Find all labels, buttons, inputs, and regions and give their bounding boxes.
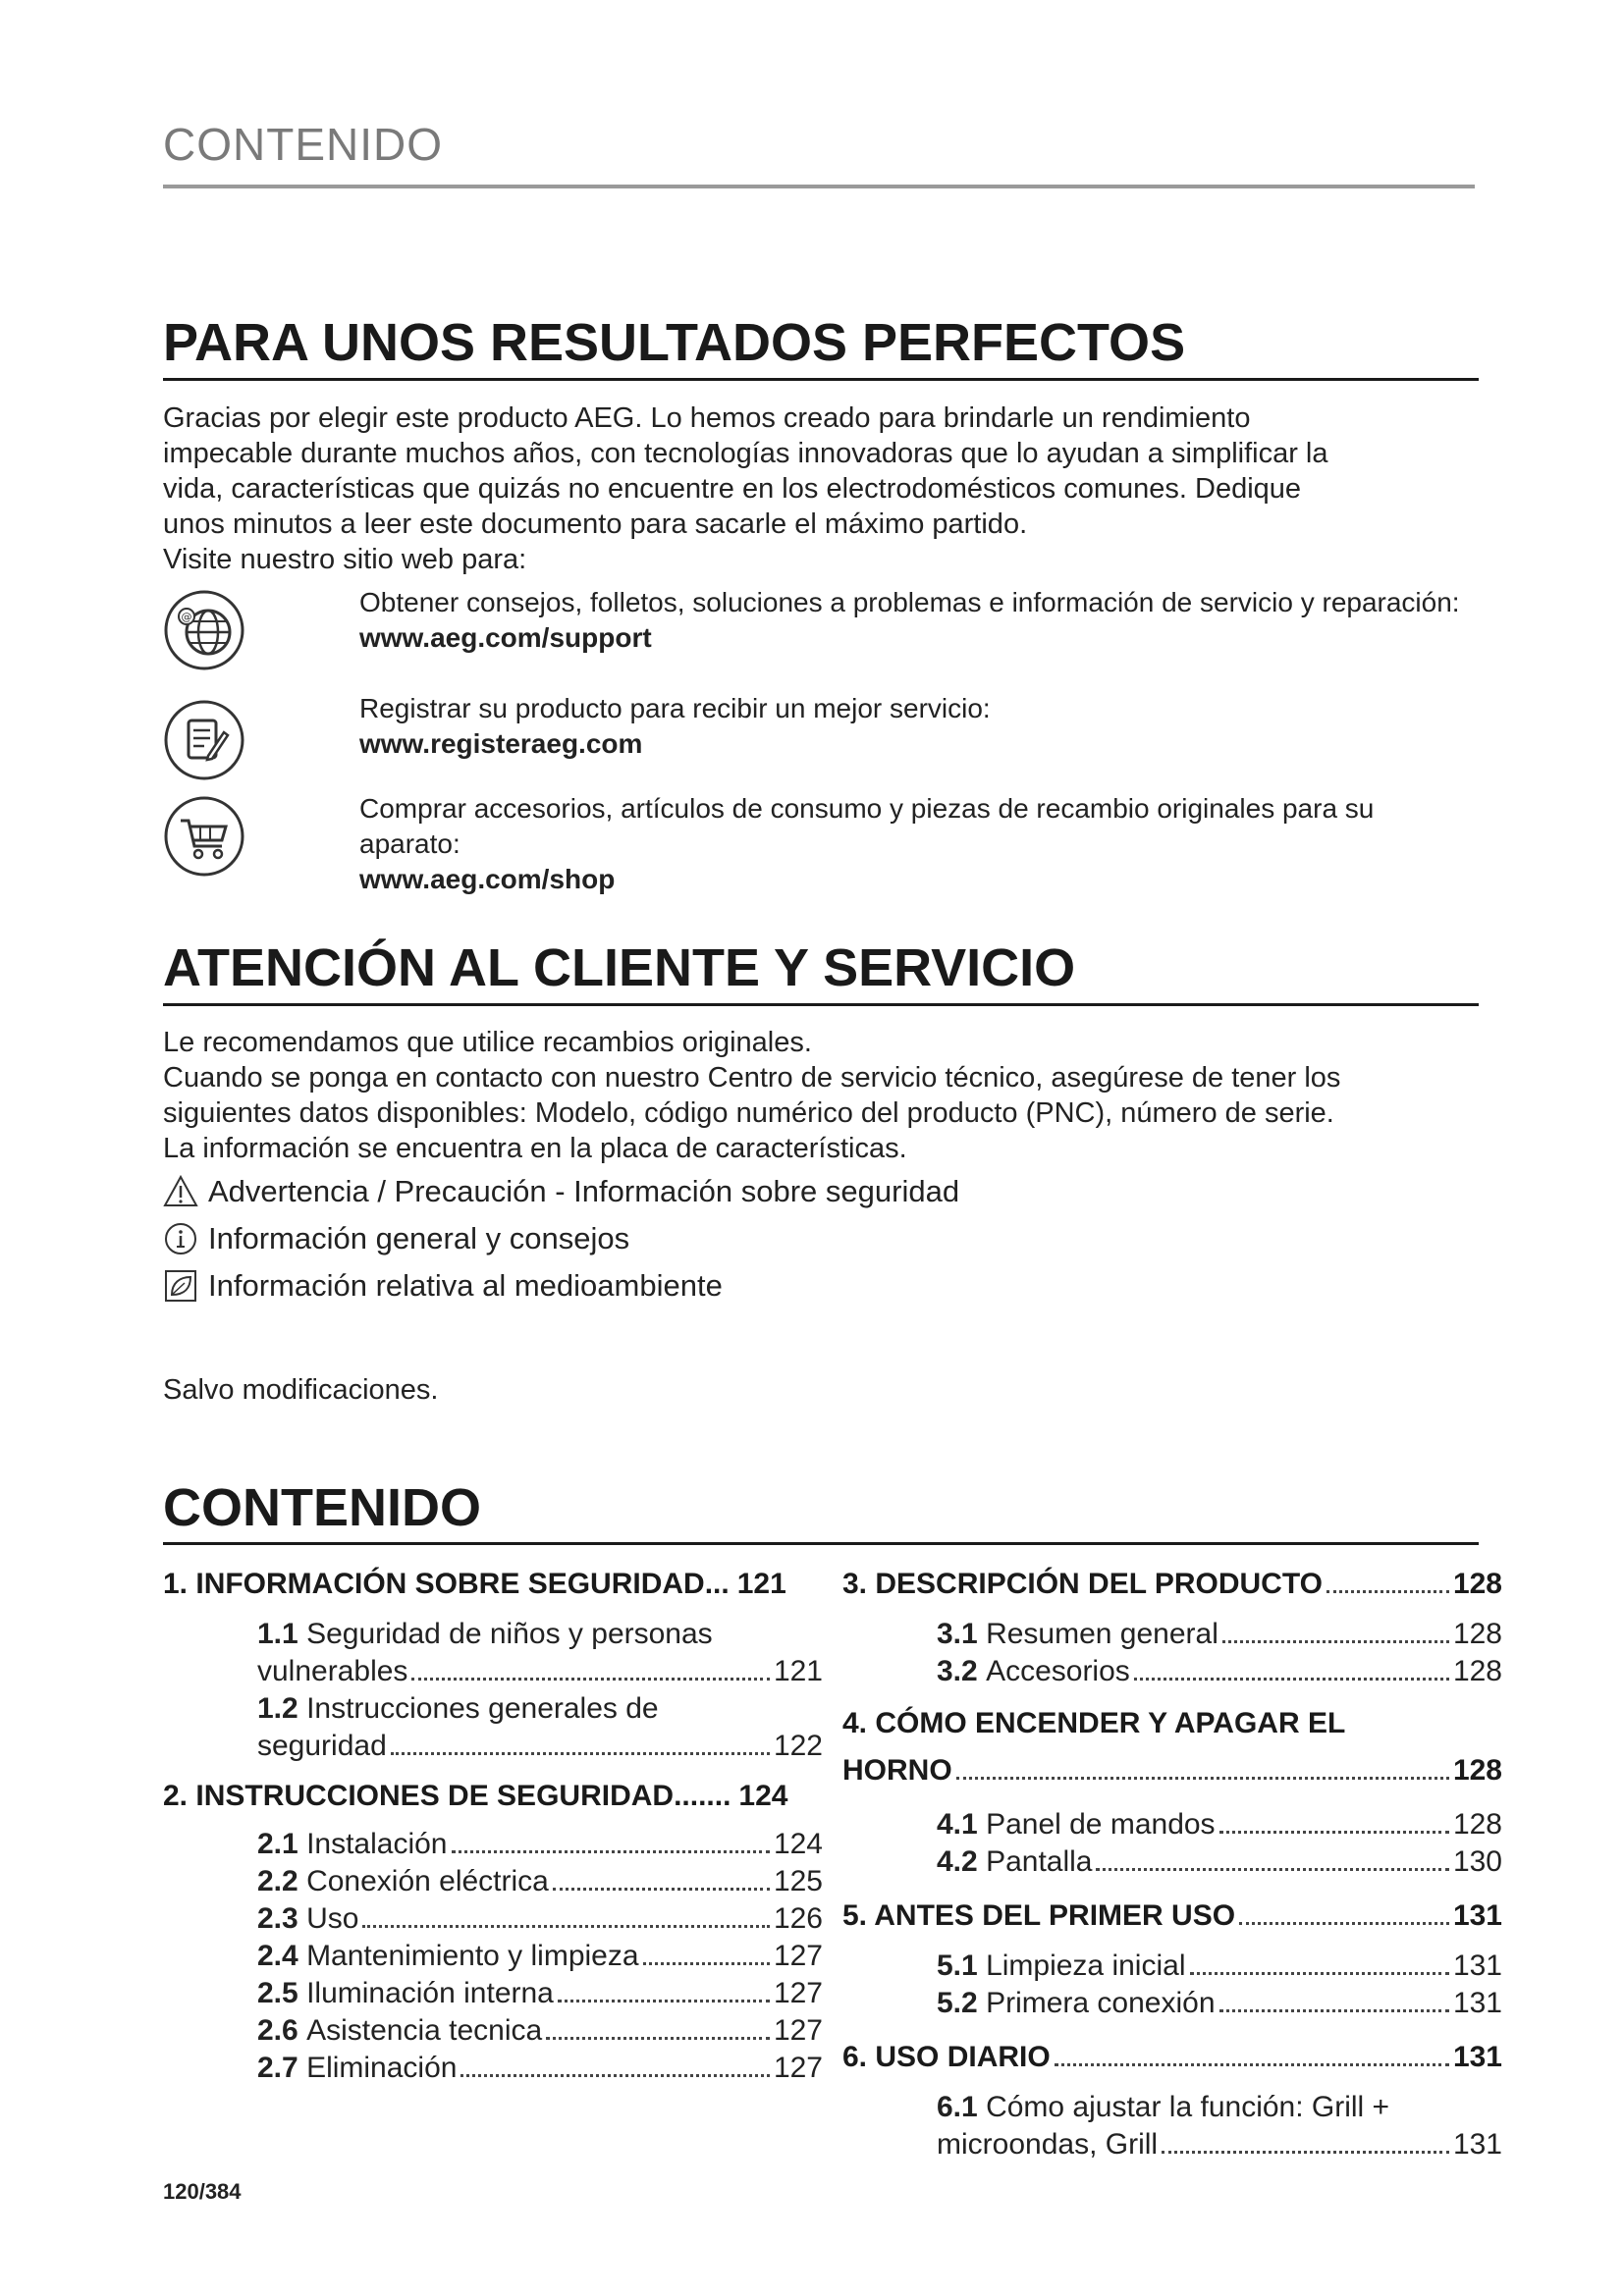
legend-warning-text: Advertencia / Precaución - Información sobre seguridad	[208, 1174, 960, 1208]
visit-text: Visite nuestro sitio web para:	[163, 544, 527, 575]
toc-entry-label: 2. INSTRUCCIONES DE SEGURIDAD.......	[163, 1780, 731, 1812]
toc-entry-num: 2.2	[257, 1865, 298, 1897]
service-shop-block	[359, 791, 1469, 897]
toc-section-2-items	[163, 1826, 823, 2087]
toc-dot-leader	[956, 1777, 1449, 1780]
toc-entry-num: 1.2	[257, 1692, 298, 1725]
toc-entry-label: 3. DESCRIPCIÓN DEL PRODUCTO	[842, 1568, 1323, 1600]
toc-entry-1-1[interactable]	[163, 1616, 823, 1690]
toc-dot-leader	[411, 1678, 770, 1681]
legend-environment-text: Información relativa al medioambiente	[208, 1268, 723, 1303]
toc-entry-page: 127	[773, 2014, 823, 2047]
toc-dot-leader	[643, 1962, 770, 1965]
toc-entry-label: Uso	[306, 1902, 359, 1935]
toc-entry-page: 128	[1452, 1808, 1502, 1841]
toc-entry-page: 125	[773, 1865, 823, 1897]
toc-entry-page: 124	[738, 1780, 788, 1812]
toc-entry-label: Mantenimiento y limpieza	[306, 1940, 639, 1972]
toc-dot-leader	[1222, 1640, 1449, 1643]
toc-dot-leader	[1055, 2063, 1449, 2066]
toc-entry-page: 128	[1452, 1618, 1502, 1650]
legend-info	[163, 1219, 629, 1258]
toc-dot-leader	[1096, 1868, 1448, 1871]
toc-entry-num: 4.2	[937, 1845, 978, 1878]
toc-entry-page: 127	[773, 2052, 823, 2084]
toc-dot-leader	[452, 1850, 770, 1853]
intro-line: unos minutos a leer este documento para sacarle el máximo partido.	[163, 508, 1028, 540]
toc-entry-label: Primera conexión	[986, 1987, 1216, 2019]
shop-link[interactable]: www.aeg.com/shop	[359, 864, 616, 894]
toc-entry-num: 2.7	[257, 2052, 298, 2084]
toc-entry-label: 1. INFORMACIÓN SOBRE SEGURIDAD...	[163, 1568, 730, 1600]
info-icon	[163, 1221, 198, 1256]
toc-entry-3-1[interactable]	[937, 1616, 1502, 1653]
toc-entry-label: 6. USO DIARIO	[842, 2041, 1051, 2073]
service-line: Cuando se ponga en contacto con nuestro Centro de servicio técnico, asegúrese de tener los	[163, 1062, 1341, 1094]
toc-dot-leader	[553, 1888, 770, 1891]
toc-dot-leader	[1239, 1922, 1449, 1925]
toc-entry-label: Eliminación	[306, 2052, 458, 2084]
toc-entry-num: 2.3	[257, 1902, 298, 1935]
toc-entry-page: 131	[1452, 1899, 1502, 1932]
toc-dot-leader	[460, 2074, 769, 2077]
toc-right-column	[842, 1565, 1502, 2163]
toc-entry-num: 2.5	[257, 1977, 298, 2009]
toc-dot-leader	[558, 2000, 770, 2002]
toc-entry-num: 3.1	[937, 1618, 978, 1650]
service-register-block	[359, 691, 1469, 762]
toc-entry-label: HORNO	[842, 1754, 952, 1787]
toc-entry-page: 121	[773, 1655, 823, 1687]
toc-entry-page: 121	[736, 1568, 786, 1600]
toc-entry-num: 5.2	[937, 1987, 978, 2019]
toc-entry-num: 2.4	[257, 1940, 298, 1972]
page-header-title: CONTENIDO	[163, 119, 443, 170]
toc-dot-leader	[1134, 1678, 1449, 1681]
section-divider-toc	[163, 1542, 1479, 1545]
intro-line: Gracias por elegir este producto AEG. Lo hemos creado para brindarle un rendimiento	[163, 402, 1251, 434]
toc-entry-5-2[interactable]	[937, 1985, 1502, 2022]
toc-entry-label: seguridad	[257, 1730, 387, 1762]
intro-paragraph	[163, 400, 1459, 577]
section-divider-service	[163, 1003, 1479, 1006]
legend-warning	[163, 1172, 959, 1211]
legend-environment	[163, 1266, 723, 1306]
toc-entry-2-1[interactable]	[257, 1826, 823, 1863]
toc-entry-label: Iluminación interna	[306, 1977, 554, 2009]
header-divider	[163, 185, 1475, 188]
warning-icon	[163, 1174, 198, 1209]
toc-entry-page: 128	[1452, 1754, 1502, 1787]
toc-entry-4-2[interactable]	[937, 1843, 1502, 1881]
toc-entry-label: Instalación	[306, 1828, 448, 1860]
toc-entry-num: 6.1	[937, 2091, 978, 2123]
toc-entry-page: 124	[773, 1828, 823, 1860]
section-title-service: ATENCIÓN AL CLIENTE Y SERVICIO	[163, 938, 1076, 997]
section-divider-results	[163, 378, 1479, 381]
toc-entry-2-4[interactable]	[257, 1938, 823, 1975]
svg-text:@: @	[181, 611, 192, 623]
intro-line: vida, características que quizás no encuentre en los electrodomésticos comunes. Dedique	[163, 473, 1302, 505]
globe-icon	[163, 589, 245, 671]
toc-entry-5[interactable]	[842, 1896, 1502, 1936]
toc-dot-leader	[391, 1752, 770, 1755]
toc-entry-4-1[interactable]	[937, 1806, 1502, 1843]
toc-left-column	[163, 1565, 823, 2087]
service-line: siguientes datos disponibles: Modelo, código numérico del producto (PNC), número de serie.	[163, 1097, 1334, 1129]
modifications-note: Salvo modificaciones.	[163, 1374, 439, 1406]
toc-entry-page: 130	[1452, 1845, 1502, 1878]
toc-section-5-items	[842, 1948, 1502, 2022]
toc-entry-label: Accesorios	[986, 1655, 1130, 1687]
toc-entry-page: 126	[773, 1902, 823, 1935]
toc-dot-leader	[1219, 1831, 1449, 1834]
toc-dot-leader	[1190, 1972, 1449, 1975]
toc-entry-page: 127	[773, 1940, 823, 1972]
service-paragraph	[163, 1025, 1459, 1166]
toc-section-3-items	[842, 1616, 1502, 1690]
toc-entry-3-2[interactable]	[937, 1653, 1502, 1690]
toc-entry-num: 3.2	[937, 1655, 978, 1687]
toc-entry-num: 4.1	[937, 1808, 978, 1841]
toc-dot-leader	[1162, 2151, 1449, 2154]
shopping-cart-icon	[163, 795, 245, 878]
toc-entry-2-7[interactable]	[257, 2050, 823, 2087]
toc-entry-1[interactable]	[163, 1565, 823, 1604]
toc-entry-1-2[interactable]	[163, 1690, 823, 1765]
toc-entry-4[interactable]	[842, 1704, 1502, 1790]
toc-entry-5-1[interactable]	[937, 1948, 1502, 1985]
toc-entry-label: Asistencia tecnica	[306, 2014, 543, 2047]
toc-entry-3[interactable]	[842, 1565, 1502, 1604]
page-number: 120/384	[163, 2179, 242, 2204]
toc-entry-label: Panel de mandos	[986, 1808, 1216, 1841]
toc-entry-label: 4. CÓMO ENCENDER Y APAGAR EL	[842, 1707, 1346, 1739]
toc-entry-label: Seguridad de niños y personas	[306, 1618, 713, 1650]
toc-entry-2-3[interactable]	[257, 1900, 823, 1938]
toc-entry-page: 131	[1452, 1949, 1502, 1982]
toc-entry-6-1[interactable]	[842, 2089, 1502, 2163]
section-title-toc: CONTENIDO	[163, 1478, 481, 1537]
intro-line: impecable durante muchos años, con tecnologías innovadoras que lo ayudan a simplificar la	[163, 438, 1328, 469]
toc-entry-page: 128	[1452, 1655, 1502, 1687]
service-support-block	[359, 585, 1469, 656]
toc-entry-page: 131	[1452, 1987, 1502, 2019]
toc-entry-6[interactable]	[842, 2038, 1502, 2077]
toc-entry-2-5[interactable]	[257, 1975, 823, 2012]
toc-entry-label: 5. ANTES DEL PRIMER USO	[842, 1899, 1236, 1932]
toc-entry-label: vulnerables	[257, 1655, 408, 1687]
toc-entry-2[interactable]	[163, 1777, 823, 1816]
toc-entry-page: 122	[773, 1730, 823, 1762]
toc-entry-label: Cómo ajustar la función: Grill +	[986, 2091, 1390, 2123]
toc-entry-label: Instrucciones generales de	[306, 1692, 659, 1725]
toc-section-4-items	[842, 1806, 1502, 1881]
toc-entry-page: 131	[1452, 2041, 1502, 2073]
service-register-text: Registrar su producto para recibir un mejor servicio:	[359, 693, 991, 723]
service-line: Le recomendamos que utilice recambios originales.	[163, 1027, 812, 1058]
toc-dot-leader	[1219, 2009, 1449, 2012]
register-form-icon	[163, 699, 245, 781]
toc-entry-label: Conexión eléctrica	[306, 1865, 549, 1897]
legend-info-text: Información general y consejos	[208, 1221, 630, 1255]
toc-entry-label: Pantalla	[986, 1845, 1093, 1878]
toc-entry-2-2[interactable]	[257, 1863, 823, 1900]
register-link[interactable]: www.registeraeg.com	[359, 728, 643, 759]
toc-entry-num: 2.6	[257, 2014, 298, 2047]
toc-entry-page: 128	[1452, 1568, 1502, 1600]
toc-entry-num: 5.1	[937, 1949, 978, 1982]
toc-entry-page: 131	[1452, 2128, 1502, 2161]
toc-entry-num: 1.1	[257, 1618, 298, 1650]
environment-leaf-icon	[163, 1268, 198, 1304]
toc-dot-leader	[362, 1925, 770, 1928]
toc-entry-page: 127	[773, 1977, 823, 2009]
toc-entry-num: 2.1	[257, 1828, 298, 1860]
toc-entry-label: Resumen general	[986, 1618, 1218, 1650]
service-shop-text: Comprar accesorios, artículos de consumo y piezas de recambio originales para su aparato:	[359, 793, 1375, 859]
service-support-text: Obtener consejos, folletos, soluciones a problemas e información de servicio y reparación:	[359, 587, 1460, 617]
toc-dot-leader	[546, 2037, 770, 2040]
toc-dot-leader	[1326, 1590, 1449, 1593]
toc-entry-label: Limpieza inicial	[986, 1949, 1186, 1982]
support-link[interactable]: www.aeg.com/support	[359, 622, 652, 653]
toc-entry-label: microondas, Grill	[937, 2128, 1159, 2161]
toc-entry-2-6[interactable]	[257, 2012, 823, 2050]
service-line: La información se encuentra en la placa de características.	[163, 1133, 907, 1164]
section-title-results: PARA UNOS RESULTADOS PERFECTOS	[163, 313, 1186, 372]
